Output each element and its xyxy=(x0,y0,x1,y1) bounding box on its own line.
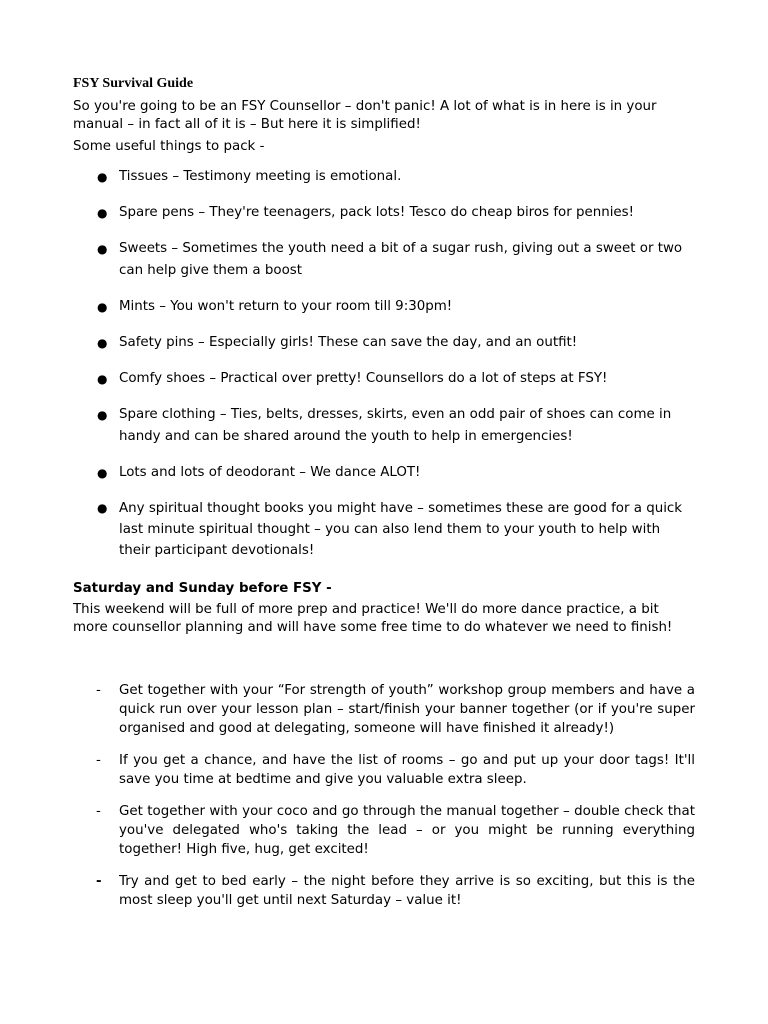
document-title: FSY Survival Guide xyxy=(73,76,194,91)
list-item-text: Comfy shoes – Practical over pretty! Counsellors do a lot of steps at FSY! xyxy=(119,371,608,386)
list-item xyxy=(73,681,695,738)
list-item xyxy=(73,404,695,448)
bullet-icon: ● xyxy=(97,466,108,480)
weekend-heading: Saturday and Sunday before FSY - xyxy=(73,581,332,596)
list-item xyxy=(73,368,695,390)
packing-list xyxy=(73,166,695,561)
list-item-text: Mints – You won't return to your room till 9:30pm! xyxy=(119,299,453,314)
weekend-list xyxy=(73,681,695,910)
list-item-text: Spare pens – They're teenagers, pack lots! Tesco do cheap biros for pennies! xyxy=(119,205,635,220)
packing-heading: Some useful things to pack - xyxy=(73,139,265,154)
dash-icon: - xyxy=(96,753,101,768)
list-item-text: Safety pins – Especially girls! These can save the day, and an outfit! xyxy=(119,335,578,350)
bullet-icon: ● xyxy=(97,372,108,386)
bullet-icon: ● xyxy=(97,242,108,256)
weekend-intro-paragraph: This weekend will be full of more prep and practice! We'll do more dance practice, a bit more counsellor planning and will have some free time to do whatever we need to finish! xyxy=(73,602,673,635)
bullet-icon: ● xyxy=(97,300,108,314)
bullet-icon: ● xyxy=(97,170,108,184)
list-item xyxy=(73,751,695,789)
list-item xyxy=(73,498,695,561)
list-item xyxy=(73,332,695,354)
dash-icon: - xyxy=(96,683,101,698)
list-item xyxy=(73,238,695,282)
list-item xyxy=(73,462,695,484)
list-item xyxy=(73,296,695,318)
list-item-text: Spare clothing – Ties, belts, dresses, skirts, even an odd pair of shoes can come in handy and can be shared around the youth to help in emergencies! xyxy=(119,407,672,444)
list-item-text: If you get a chance, and have the list of rooms – go and put up your door tags! It'll save you time at bedtime and give you valuable extra sleep. xyxy=(119,753,695,787)
list-item-text: Get together with your “For strength of youth” workshop group members and have a quick run over your lesson plan – start/finish your banner together (or if you're super organised and good at delegating, someone will have finished it already!) xyxy=(119,683,695,736)
dash-icon: - xyxy=(96,804,101,819)
bullet-icon: ● xyxy=(97,501,108,515)
list-item xyxy=(73,166,695,188)
list-item xyxy=(73,202,695,224)
list-item-text: Lots and lots of deodorant – We dance ALOT! xyxy=(119,465,421,480)
bullet-icon: ● xyxy=(97,408,108,422)
list-item-text: Tissues – Testimony meeting is emotional. xyxy=(119,169,402,184)
dash-icon: - xyxy=(96,874,102,889)
bullet-icon: ● xyxy=(97,336,108,350)
list-item-text: Get together with your coco and go through the manual together – double check that you've delegated who's taking the lead – or you might be running everything together! High five, hug, get excited! xyxy=(119,804,695,857)
list-item xyxy=(73,802,695,859)
list-item-text: Try and get to bed early – the night before they arrive is so exciting, but this is the most sleep you'll get until next Saturday – value it! xyxy=(119,874,695,908)
list-item-text: Sweets – Sometimes the youth need a bit of a sugar rush, giving out a sweet or two can help give them a boost xyxy=(119,241,683,278)
document-page xyxy=(73,76,695,923)
bullet-icon: ● xyxy=(97,206,108,220)
list-item xyxy=(73,872,695,910)
intro-paragraph: So you're going to be an FSY Counsellor – don't panic! A lot of what is in here is in your manual – in fact all of it is – But here it is simplified! xyxy=(73,99,657,132)
list-item-text: Any spiritual thought books you might have – sometimes these are good for a quick last minute spiritual thought – you can also lend them to your youth to help with their participant devotionals! xyxy=(119,501,683,558)
